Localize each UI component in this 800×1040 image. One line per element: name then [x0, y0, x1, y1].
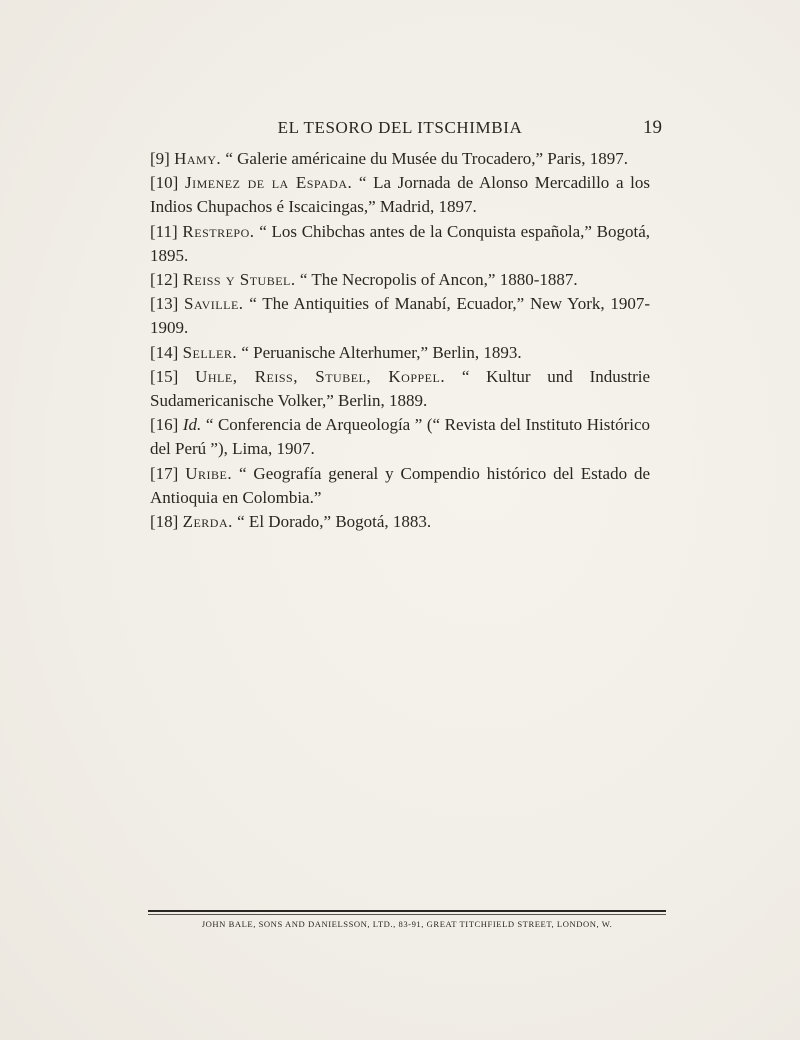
printer-imprint: JOHN BALE, SONS AND DANIELSSON, LTD., 83-91, GREAT TITCHFIELD STREET, LONDON, W.	[201, 919, 613, 929]
reference-list	[150, 147, 650, 534]
reference-author: Hamy.	[174, 149, 222, 168]
reference-item	[150, 220, 650, 268]
reference-number: [11]	[150, 221, 178, 241]
footer-rule	[148, 910, 666, 912]
reference-item	[150, 365, 650, 413]
page-number: 19	[643, 117, 662, 138]
reference-author: Seller.	[182, 342, 238, 362]
reference-number: [12]	[150, 270, 179, 290]
reference-number: [15]	[150, 366, 179, 386]
reference-text: “ Peruanische Alterhumer,” Berlin, 1893.	[237, 342, 522, 362]
reference-text: “ The Necropolis of Ancon,” 1880-1887.	[295, 270, 578, 290]
reference-number: [18]	[150, 512, 179, 532]
reference-number: [9]	[150, 149, 170, 168]
reference-author: Reiss y Stubel.	[182, 270, 296, 290]
reference-author: Id.	[182, 415, 202, 435]
reference-item	[150, 268, 650, 292]
reference-author: Uhle, Reiss, Stubel, Koppel.	[195, 366, 446, 386]
reference-item	[150, 292, 650, 340]
reference-item	[150, 462, 650, 510]
reference-item	[150, 147, 650, 171]
reference-author: Jimenez de la Espada.	[184, 173, 353, 193]
reference-text: “ Geografía general y Compendio histórico del Estado de Antioquia en Colombia.”	[150, 463, 650, 507]
running-title: EL TESORO DEL ITSCHIMBIA	[277, 118, 523, 137]
reference-text: “ La Jornada de Alonso Mercadillo a los Indios Chupachos é Iscaicingas,” Madrid, 1897.	[150, 173, 650, 217]
reference-item	[150, 341, 650, 365]
reference-text: “ El Dorado,” Bogotá, 1883.	[232, 512, 432, 532]
running-head	[150, 116, 662, 140]
reference-author: Uribe.	[185, 463, 233, 483]
reference-text: “ Conferencia de Arqueología ” (“ Revista del Instituto Histórico del Perú ”), Lima, 1907.	[150, 415, 650, 459]
reference-number: [13]	[150, 294, 179, 314]
footer-rule-thin	[148, 914, 666, 915]
reference-number: [17]	[150, 463, 179, 483]
reference-author: Restrepo.	[182, 221, 255, 241]
reference-number: [16]	[150, 415, 179, 435]
reference-text: “ Galerie américaine du Musée du Trocadero,” Paris, 1897.	[221, 149, 629, 168]
reference-item	[150, 510, 650, 534]
reference-text: “ The Antiquities of Manabí, Ecuador,” New York, 1907-1909.	[150, 294, 650, 338]
reference-item	[150, 413, 650, 461]
reference-author: Saville.	[184, 294, 244, 314]
reference-text: “ Los Chibchas antes de la Conquista española,” Bogotá, 1895.	[150, 221, 651, 265]
reference-author: Zerda.	[182, 512, 233, 532]
reference-text: “ Kultur und Industrie Sudamericanische Volker,” Berlin, 1889.	[150, 366, 650, 411]
reference-number: [10]	[150, 173, 179, 193]
reference-number: [14]	[150, 342, 179, 362]
reference-item	[150, 171, 650, 219]
